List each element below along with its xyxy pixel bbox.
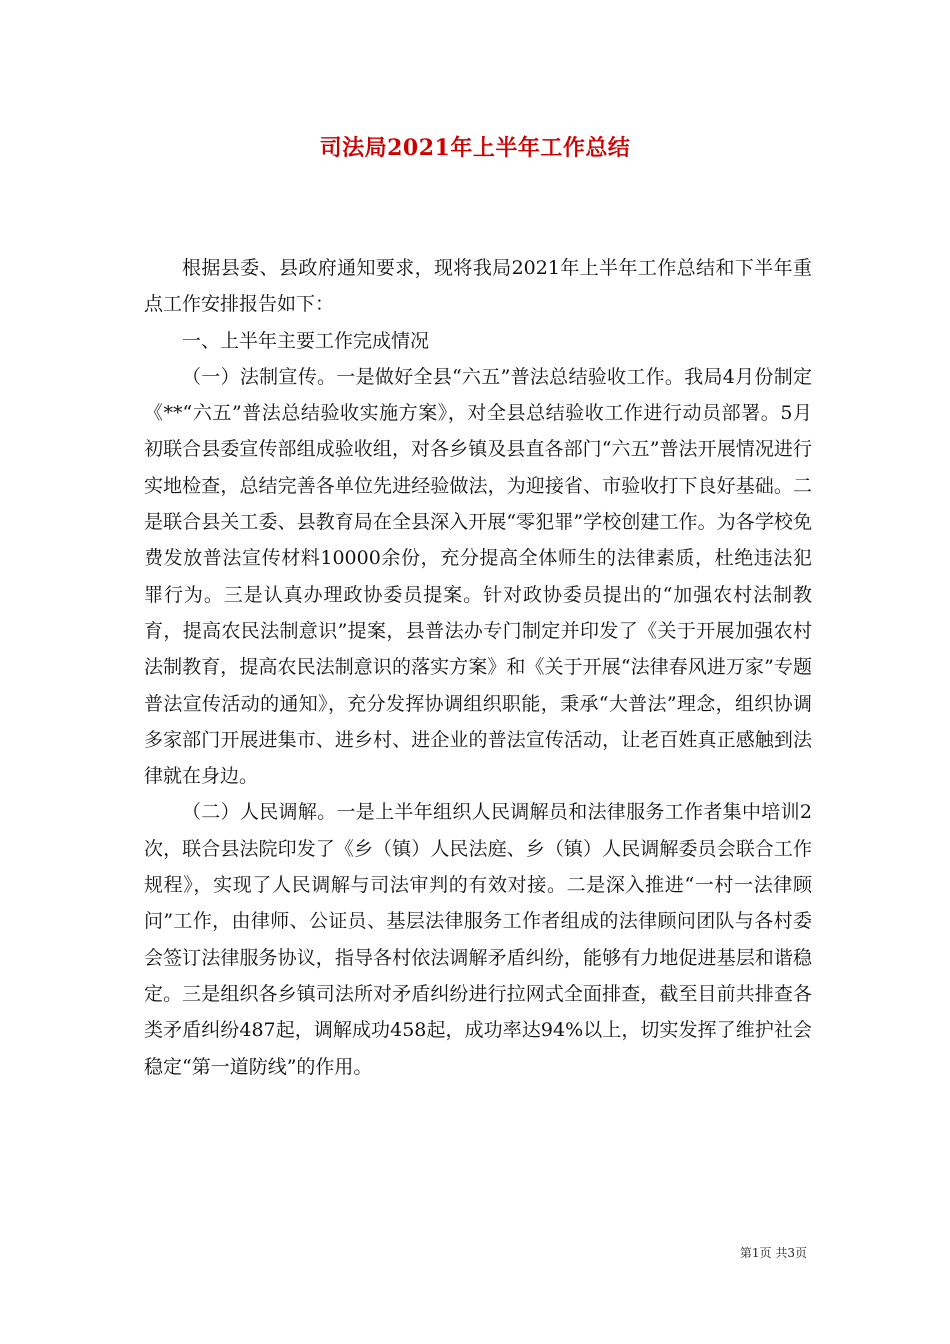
document-body bbox=[144, 250, 812, 1085]
section-heading: 一、上半年主要工作完成情况 bbox=[182, 329, 430, 352]
paragraph-mediation: （二）人民调解。一是上半年组织人民调解员和法律服务工作者集中培训2次，联合县法院印发了《乡（镇）人民法庭、乡（镇）人民调解委员会联合工作规程》，实现了人民调解与司法审判的有效对接。二是深入推进“一村一法律顾问”工作，由律师、公证员、基层法律服务工作者组成的法律顾问团队与各村委会签订法律服务协议，指导各村依法调解矛盾纠纷，能够有力地促进基层和谐稳定。三是组织各乡镇司法所对矛盾纠纷进行拉网式全面排查，截至目前共排查各类矛盾纠纷487起，调解成功458起，成功率达94%以上，切实发挥了维护社会稳定“第一道防线”的作用。 bbox=[144, 801, 812, 1078]
document-title: 司法局2021年上半年工作总结 bbox=[319, 135, 631, 161]
page-number: 第1页 共3页 bbox=[739, 1246, 807, 1260]
paragraph-intro: 根据县委、县政府通知要求，现将我局2021年上半年工作总结和下半年重点工作安排报告如下： bbox=[144, 257, 812, 316]
paragraph-legal-publicity: （一）法制宣传。一是做好全县“六五”普法总结验收工作。我局4月份制定《**“六五”普法总结验收实施方案》，对全县总结验收工作进行动员部署。5月初联合县委宣传部组成验收组，对各乡镇及县直各部门“六五”普法开展情况进行实地检查，总结完善各单位先进经验做法，为迎接省、市验收打下良好基础。二是联合县关工委、县教育局在全县深入开展“零犯罪”学校创建工作。为各学校免费发放普法宣传材料10000余份，充分提高全体师生的法律素质，杜绝违法犯罪行为。三是认真办理政协委员提案。针对政协委员提出的“加强农村法制教育，提高农民法制意识”提案，县普法办专门制定并印发了《关于开展加强农村法制教育，提高农民法制意识的落实方案》和《关于开展“法律春风进万家”专题普法宣传活动的通知》，充分发挥协调组织职能，秉承“大普法”理念，组织协调多家部门开展进集市、进乡村、进企业的普法宣传活动，让老百姓真正感触到法律就在身边。 bbox=[144, 365, 812, 788]
